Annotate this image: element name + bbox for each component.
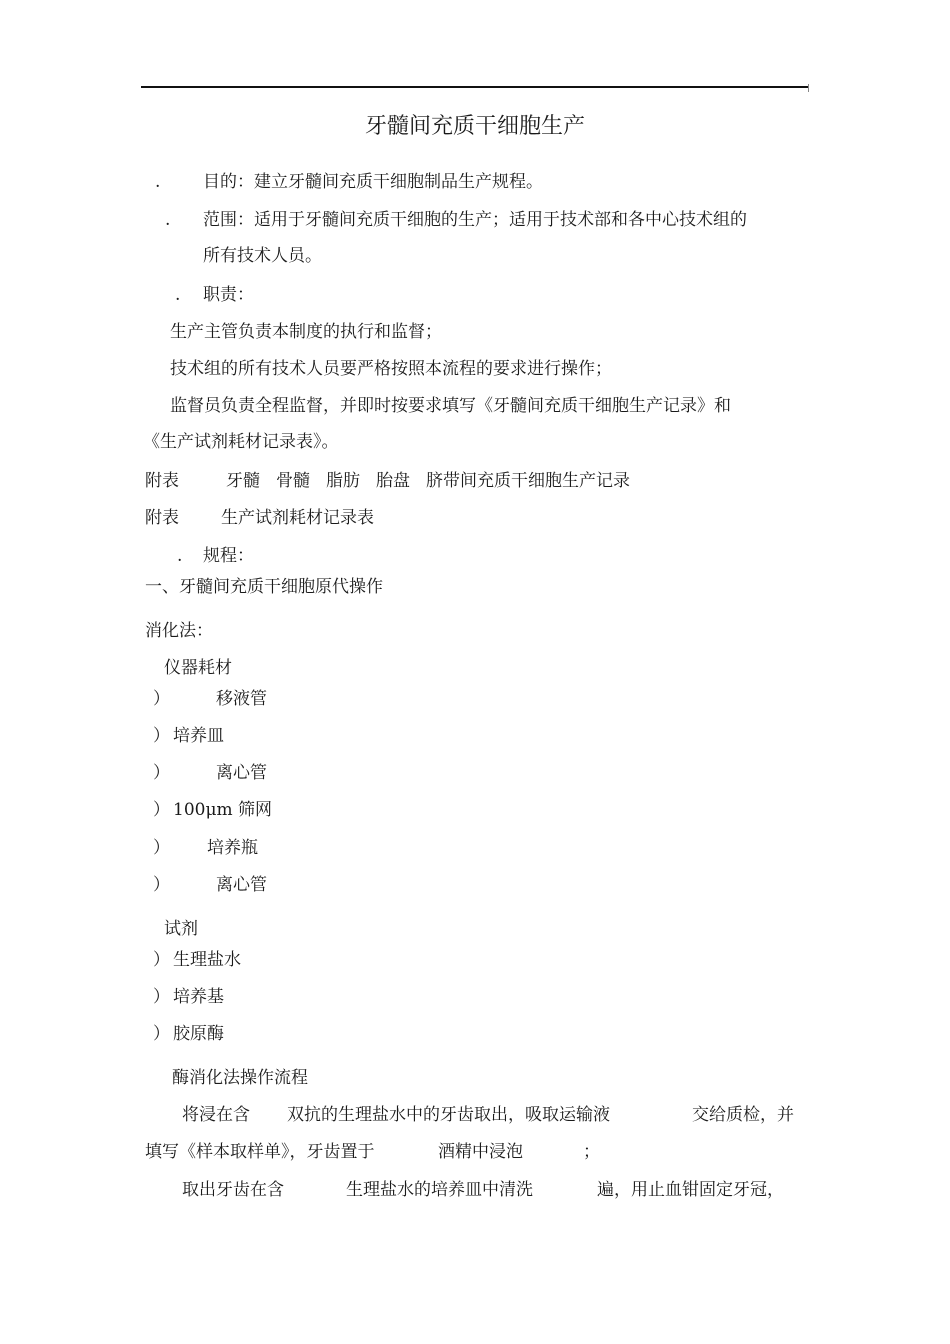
- list-item-marker: ）: [153, 950, 170, 970]
- equipment-item: 离心管: [216, 875, 267, 895]
- list-item-marker: ）: [153, 1024, 170, 1044]
- step-1-part: 交给质检，并: [692, 1105, 794, 1125]
- header-rule: [141, 86, 809, 88]
- section-4-procedure-heading: 规程：: [203, 546, 254, 566]
- annex-1-item: 骨髓: [276, 471, 310, 491]
- step-1-line2-part: 酒精中浸泡: [438, 1142, 523, 1162]
- equipment-item: 培养皿: [173, 726, 224, 746]
- list-item-marker: ）: [153, 875, 170, 895]
- duty-line-3a: 监督员负责全程监督，并即时按要求填写《牙髓间充质干细胞生产记录》和: [170, 396, 731, 416]
- section-3-duties-heading: 职责：: [203, 285, 254, 305]
- list-item-marker: ）: [153, 987, 170, 1007]
- step-1-part: 将浸在含: [182, 1105, 250, 1125]
- step-2-part: 取出牙齿在含: [182, 1180, 284, 1200]
- section-1-purpose: 目的：建立牙髓间充质干细胞制品生产规程。: [203, 172, 543, 192]
- equipment-item: 移液管: [216, 689, 267, 709]
- list-item-marker: ）: [153, 838, 170, 858]
- annex-1-label: 附表: [145, 471, 179, 491]
- equipment-item: 培养瓶: [207, 838, 258, 858]
- annex-1-item: 胎盘: [376, 471, 410, 491]
- flow-heading: 酶消化法操作流程: [172, 1068, 308, 1088]
- annex-1-item: 牙髓: [226, 471, 260, 491]
- duty-line-2: 技术组的所有技术人员要严格按照本流程的要求进行操作；: [170, 359, 612, 379]
- section-1-marker: .: [155, 172, 161, 192]
- section-4-marker: .: [177, 546, 183, 566]
- section-2-scope-line2: 所有技术人员。: [203, 246, 322, 266]
- reagent-item: 生理盐水: [173, 950, 241, 970]
- step-2-part: 生理盐水的培养皿中清洗: [346, 1180, 533, 1200]
- heading-primary-culture: 一、牙髓间充质干细胞原代操作: [145, 577, 383, 597]
- equipment-heading: 仪器耗材: [164, 658, 232, 678]
- section-3-marker: .: [175, 285, 181, 305]
- duty-line-1: 生产主管负责本制度的执行和监督；: [170, 322, 442, 342]
- document-title: 牙髓间充质干细胞生产: [364, 114, 585, 139]
- annex-2-text: 生产试剂耗材记录表: [221, 508, 374, 528]
- equipment-item: 100μm 筛网: [173, 800, 273, 820]
- reagent-item: 培养基: [173, 987, 224, 1007]
- annex-2-label: 附表: [145, 508, 179, 528]
- section-2-marker: .: [165, 210, 171, 230]
- reagent-item: 胶原酶: [173, 1024, 224, 1044]
- list-item-marker: ）: [153, 689, 170, 709]
- step-2-part: 遍，用止血钳固定牙冠，: [597, 1180, 784, 1200]
- header-rule-tick: [808, 84, 809, 92]
- method-digestion: 消化法：: [145, 621, 213, 641]
- list-item-marker: ）: [153, 800, 170, 820]
- section-2-scope-line1: 范围：适用于牙髓间充质干细胞的生产；适用于技术部和各中心技术组的: [203, 210, 747, 230]
- step-1-line2-part: 填写《样本取样单》，牙齿置于: [145, 1142, 375, 1162]
- step-1-part: 双抗的生理盐水中的牙齿取出，吸取运输液: [287, 1105, 610, 1125]
- duty-line-3b: 《生产试剂耗材记录表》。: [143, 432, 339, 452]
- annex-1-item: 脂肪: [326, 471, 360, 491]
- step-1-line2-part: ；: [583, 1142, 600, 1162]
- list-item-marker: ）: [153, 726, 170, 746]
- list-item-marker: ）: [153, 763, 170, 783]
- equipment-item: 离心管: [216, 763, 267, 783]
- annex-1-item: 脐带间充质干细胞生产记录: [426, 471, 630, 491]
- reagents-heading: 试剂: [164, 919, 198, 939]
